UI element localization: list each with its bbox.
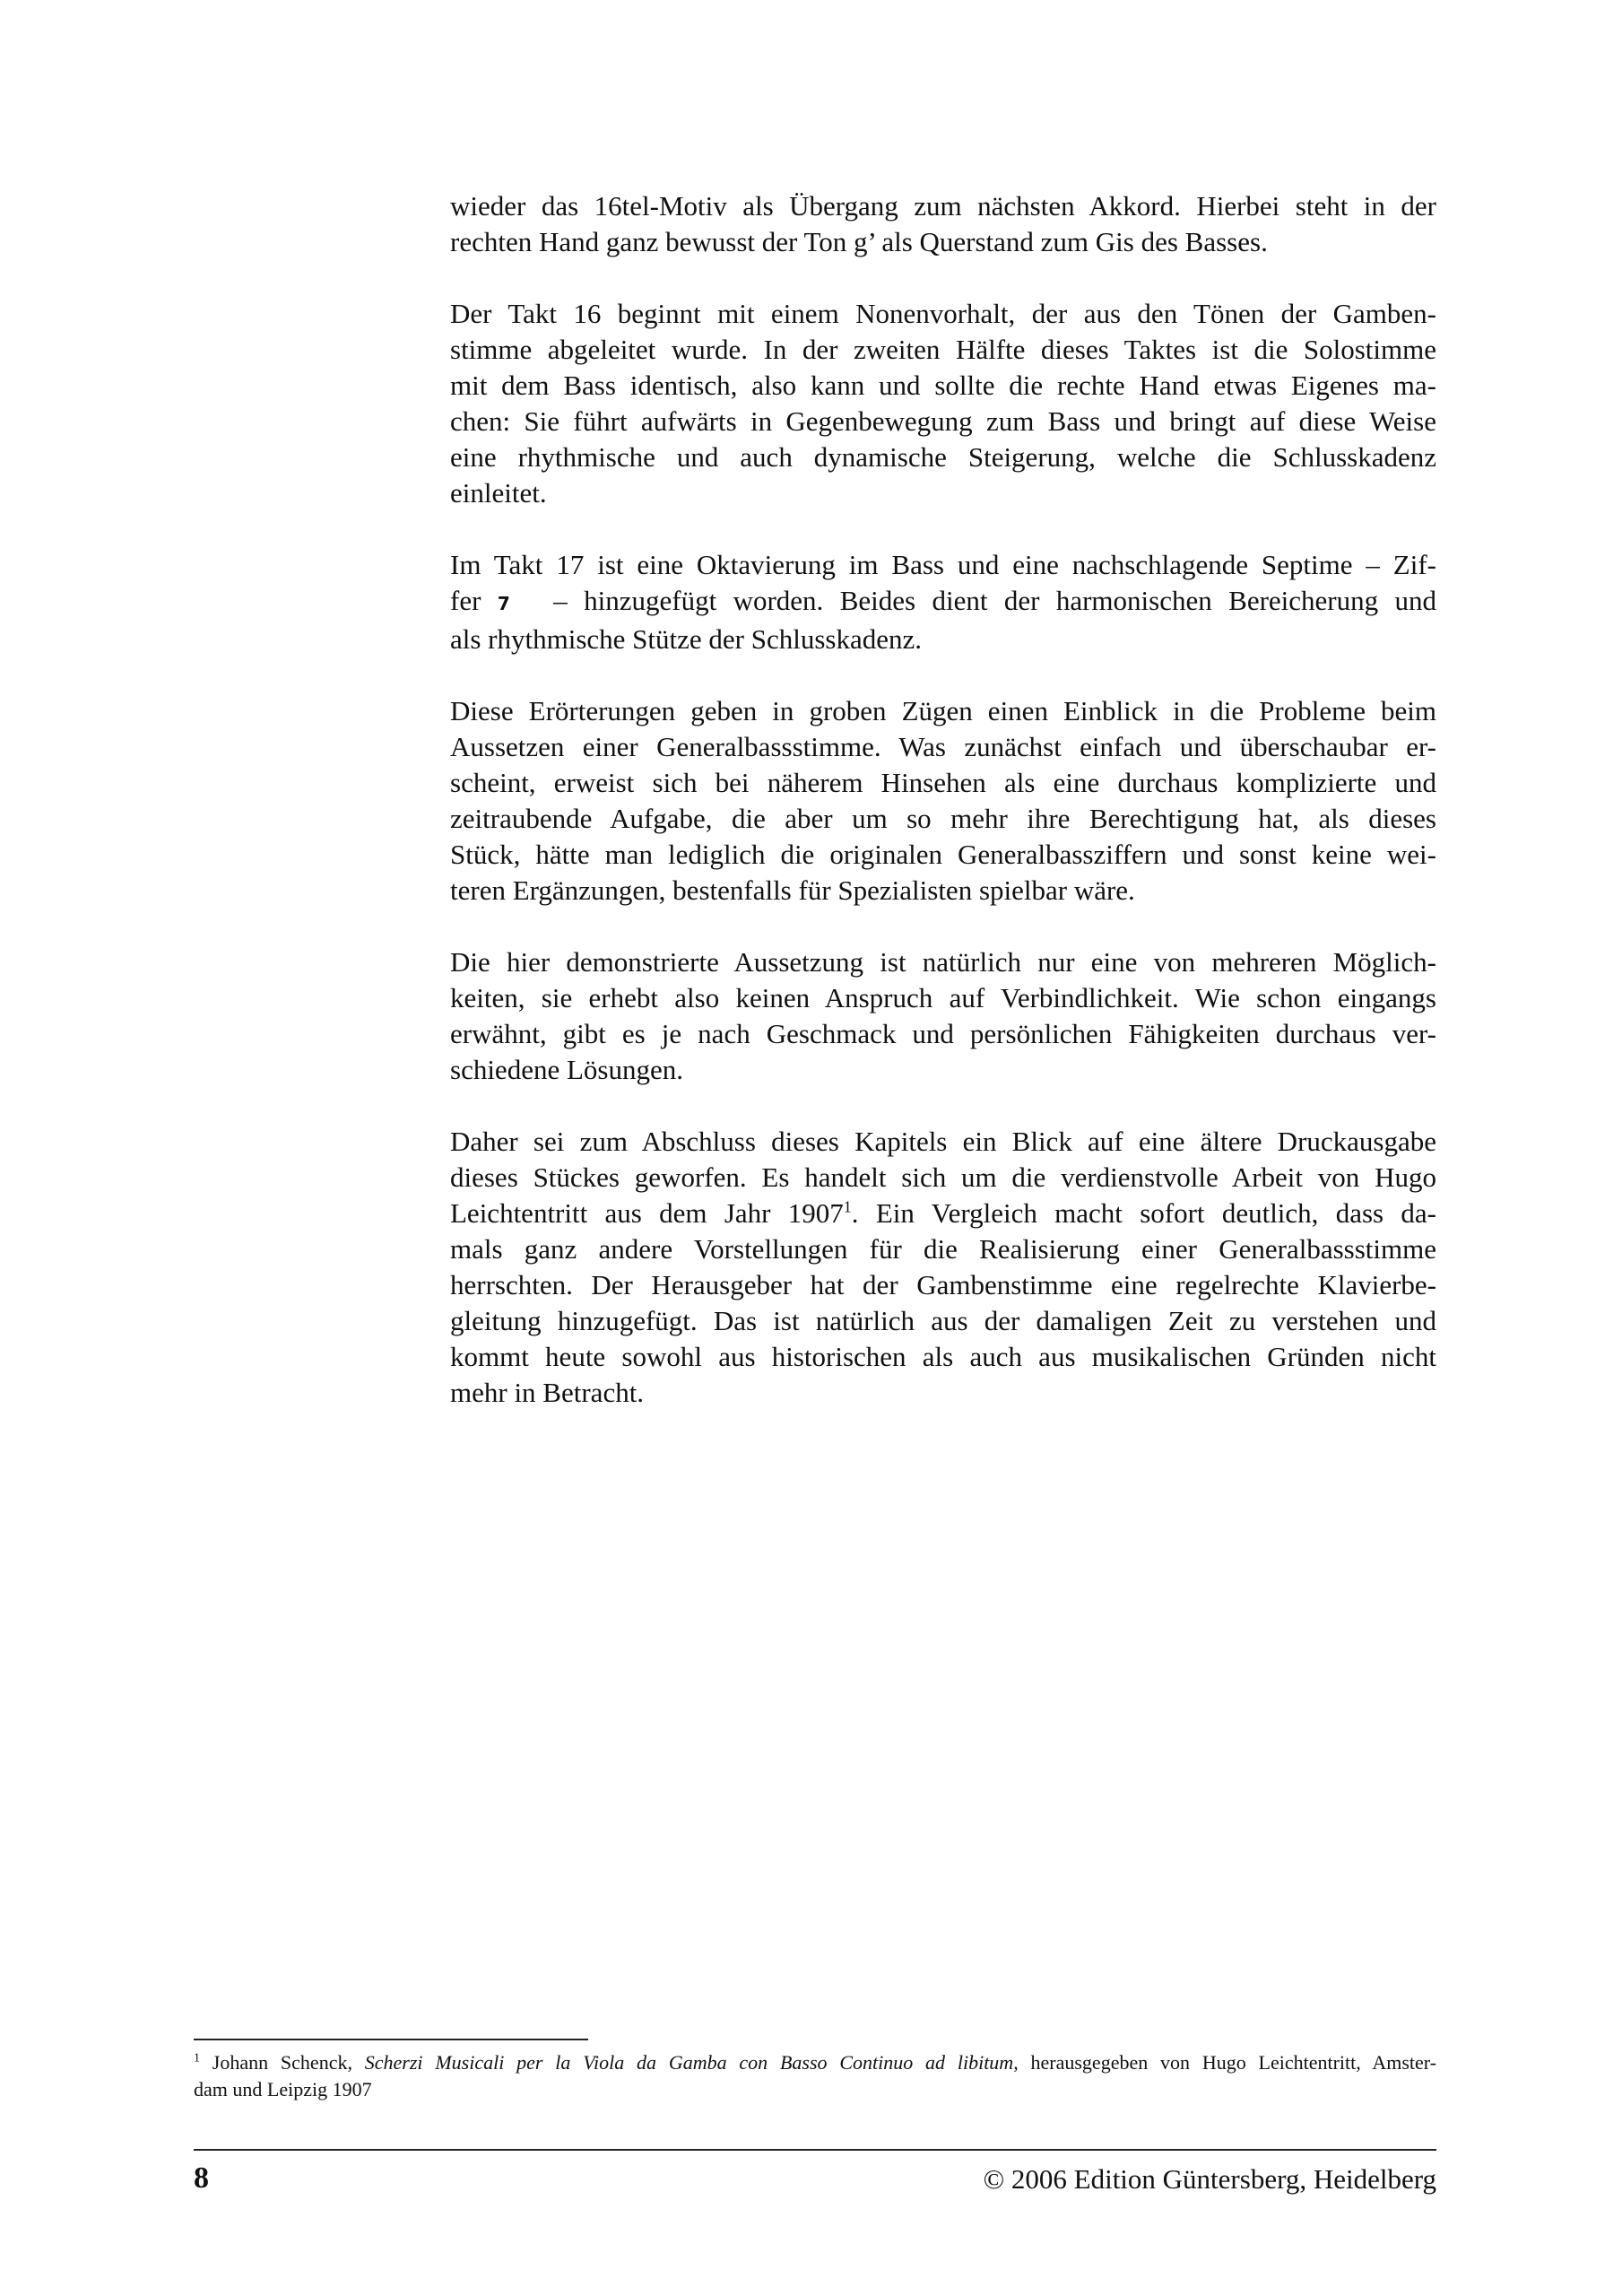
figured-bass-numeral: 7 [497, 593, 510, 614]
paragraph-2 [450, 296, 1436, 511]
copyright-notice: © 2006 Edition Güntersberg, Heidelberg [983, 2163, 1436, 2195]
text-line: scheint, erweist sich bei näherem Hinsehen als eine durchaus komplizierte und [450, 767, 1436, 798]
text-line: chen: Sie führt aufwärts in Gegenbewegung zum Bass und bringt auf diese Weise [450, 405, 1436, 437]
footnote-title: Scherzi Musicali per la Viola da Gamba con Basso Continuo ad libitum [364, 2051, 1014, 2074]
footnote-reference[interactable]: 1 [843, 1197, 852, 1216]
text-line: eine rhythmische und auch dynamische Steigerung, welche die Schlusskadenz [450, 441, 1436, 473]
text-line: mit dem Bass identisch, also kann und sollte die rechte Hand etwas Eigenes ma- [450, 370, 1436, 401]
text-line: erwähnt, gibt es je nach Geschmack und persönlichen Fähigkeiten durchaus ver- [450, 1018, 1436, 1049]
text-line: zeitraubende Aufgabe, die aber um so mehr ihre Berechtigung hat, als dieses [450, 803, 1436, 834]
text-segment: fer [450, 585, 481, 616]
text-line: als rhythmische Stütze der Schlusskadenz. [450, 623, 923, 655]
text-segment: Leichtentritt aus dem Jahr 1907 [450, 1197, 844, 1229]
text-line: wieder das 16tel-Motiv als Übergang zum nächsten Akkord. Hierbei steht in der [450, 190, 1436, 222]
body-text [450, 188, 1436, 1447]
text-line: dieses Stückes geworfen. Es handelt sich um die verdienstvolle Arbeit von Hugo [450, 1161, 1436, 1193]
paragraph-3 [450, 547, 1436, 657]
text-line-with-footnote-ref [450, 1196, 1436, 1231]
text-line: Im Takt 17 ist eine Oktavierung im Bass und eine nachschlagende Septime – Zif- [450, 549, 1436, 580]
text-segment: – hinzugefügt worden. Beides dient der harmonischen Bereicherung und [553, 585, 1437, 616]
text-line: Daher sei zum Abschluss dieses Kapitels ein Blick auf eine ältere Druckausgabe [450, 1126, 1436, 1157]
footer-divider [194, 2149, 1436, 2151]
text-line: kommt heute sowohl aus historischen als auch aus musikalischen Gründen nicht [450, 1341, 1436, 1372]
text-line: Stück, hätte man lediglich die originalen Generalbassziffern und sonst keine wei- [450, 839, 1436, 870]
text-line: Aussetzen einer Generalbassstimme. Was zunächst einfach und überschaubar er- [450, 731, 1436, 762]
text-line: Der Takt 16 beginnt mit einem Nonenvorhalt, der aus den Tönen der Gamben- [450, 298, 1436, 329]
text-line: mals ganz andere Vorstellungen für die Realisierung einer Generalbassstimme [450, 1233, 1436, 1265]
text-line: einleitet. [450, 477, 547, 509]
text-line: Diese Erörterungen geben in groben Zügen einen Einblick in die Probleme beim [450, 695, 1436, 726]
footnote-divider [194, 2039, 588, 2040]
text-line-with-figure [450, 583, 1436, 622]
text-line: herrschten. Der Herausgeber hat der Gambenstimme eine regelrechte Klavierbe- [450, 1269, 1436, 1300]
footnote-text: , herausgegeben von Hugo Leichtentritt, Amster- [1013, 2051, 1436, 2074]
text-line: Die hier demonstrierte Aussetzung ist natürlich nur eine von mehreren Möglich- [450, 946, 1436, 978]
footnote-marker: 1 [194, 2051, 200, 2066]
paragraph-1 [450, 188, 1436, 260]
page-number: 8 [194, 2161, 209, 2195]
text-segment: . Ein Vergleich macht sofort deutlich, dass da- [851, 1197, 1436, 1229]
footnote-line: dam und Leipzig 1907 [194, 2078, 372, 2100]
text-line: mehr in Betracht. [450, 1377, 645, 1408]
text-line: gleitung hinzugefügt. Das ist natürlich aus der damaligen Zeit zu verstehen und [450, 1305, 1436, 1336]
footnote-author: Johann Schenck, [200, 2051, 365, 2074]
text-line: schiedene Lösungen. [450, 1054, 683, 1085]
paragraph-5 [450, 944, 1436, 1088]
paragraph-4 [450, 693, 1436, 909]
text-line: keiten, sie erhebt also keinen Anspruch auf Verbindlichkeit. Wie schon eingangs [450, 982, 1436, 1013]
text-line: stimme abgeleitet wurde. In der zweiten Hälfte dieses Taktes ist die Solostimme [450, 334, 1436, 365]
text-line: rechten Hand ganz bewusst der Ton g’ als Querstand zum Gis des Basses. [450, 226, 1268, 257]
paragraph-6 [450, 1124, 1436, 1411]
footnote [194, 2049, 1436, 2103]
text-line: teren Ergänzungen, bestenfalls für Spezialisten spielbar wäre. [450, 874, 1135, 906]
footnote-line [194, 2049, 1436, 2076]
